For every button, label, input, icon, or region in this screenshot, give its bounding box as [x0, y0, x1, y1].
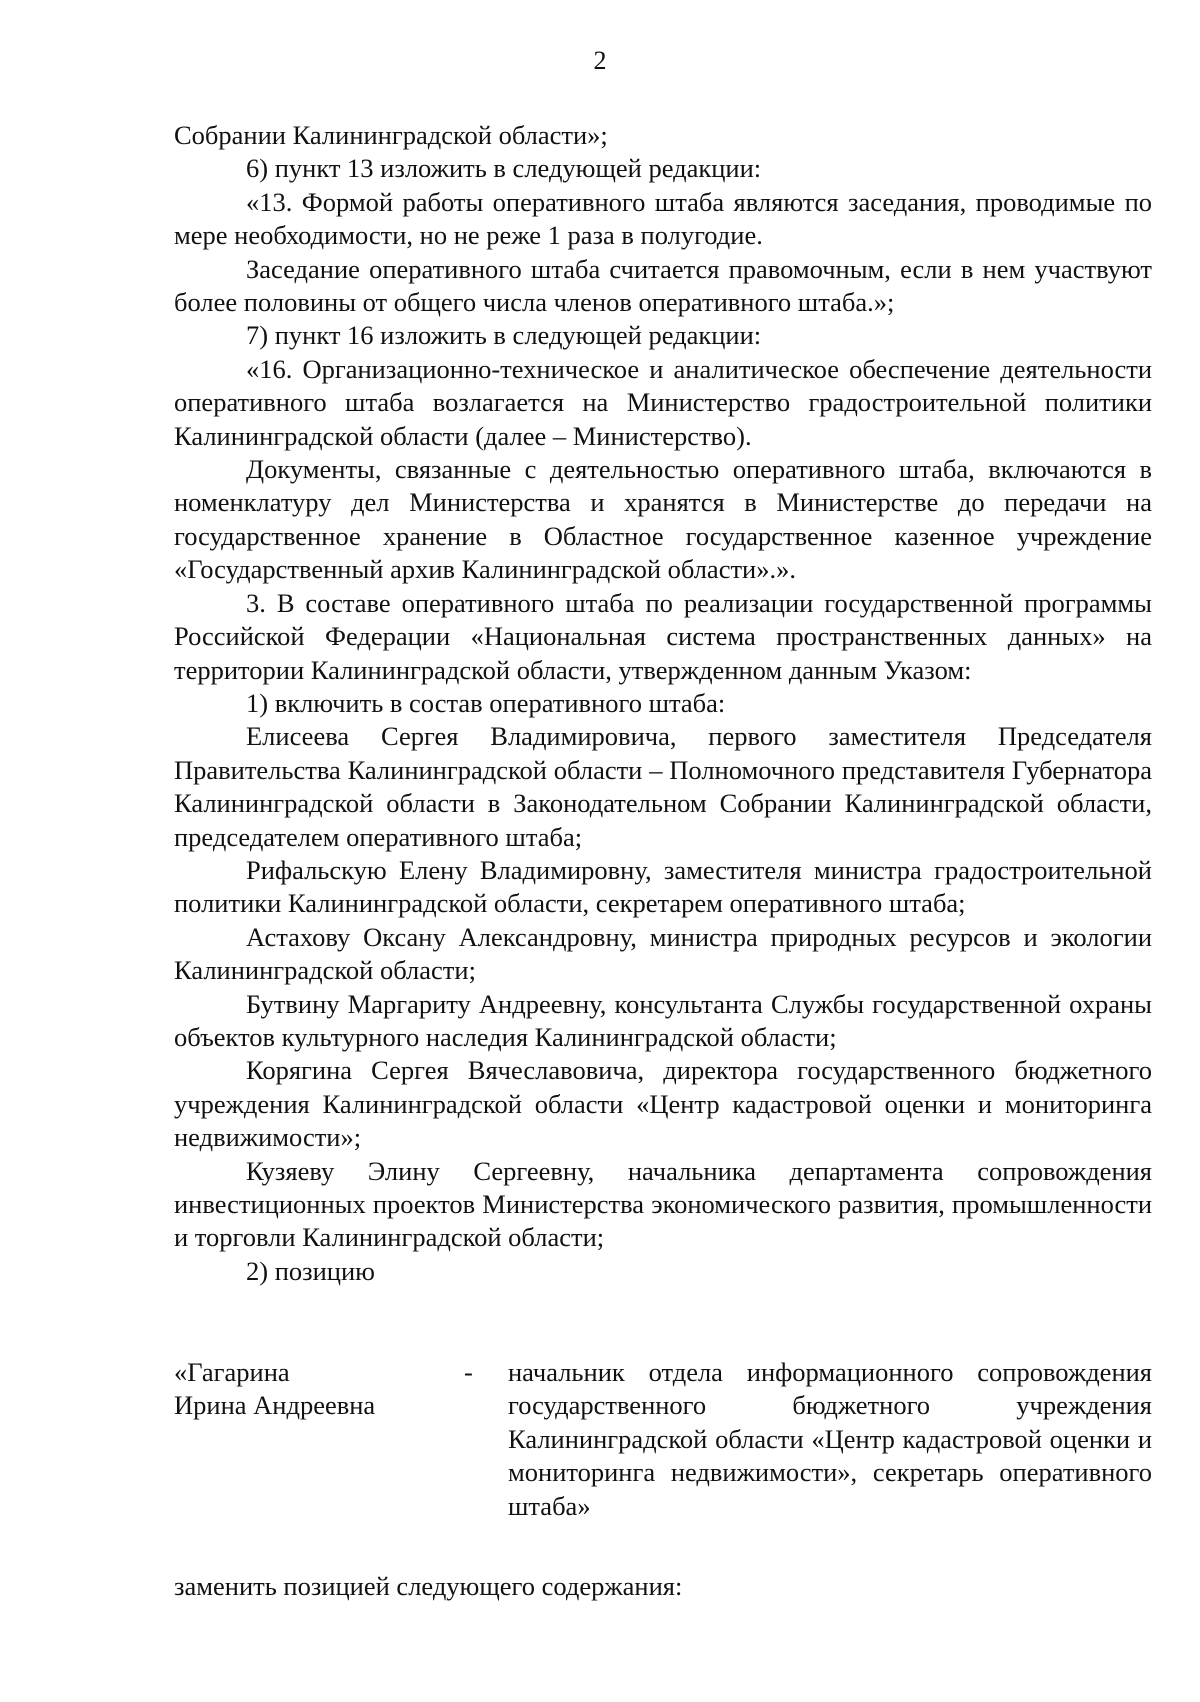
position-person-name	[174, 1356, 464, 1523]
document-body	[174, 119, 1152, 1288]
paragraph: 7) пункт 16 изложить в следующей редакции:	[246, 320, 762, 351]
paragraph: Рифальскую Елену Владимировну, заместителя министра градостроительной политики Калининградской области, секретарем оперативного штаба;	[174, 854, 1152, 919]
paragraph: «16. Организационно-техническое и аналитическое обеспечение деятельности оперативного штаба возлагается на Министерство градостроительной политики Калининградской области (далее – Министерство).	[174, 353, 1152, 451]
paragraph: 2) позицию	[246, 1255, 375, 1286]
paragraph: 1) включить в состав оперативного штаба:	[246, 687, 726, 718]
paragraph: Елисеева Сергея Владимировича, первого заместителя Председателя Правительства Калининградской области – Полномочного представителя Губернатора Калининградской области в Законодательном Собрании Калининградской области, председателем оперативного штаба;	[174, 721, 1152, 852]
position-dash: -	[464, 1357, 473, 1387]
paragraph: Заседание оперативного штаба считается правомочным, если в нем участвуют более половины от общего числа членов оперативного штаба.»;	[174, 253, 1152, 318]
position-description: начальник отдела информационного сопровождения государственного бюджетного учреждения Калининградской области «Центр кадастровой оценки и мониторинга недвижимости», секретарь оперативного штаба»	[508, 1357, 1152, 1521]
paragraph: 3. В составе оперативного штаба по реализации государственной программы Российской Федерации «Национальная система пространственных данных» на территории Калининградской области, утвержденном данным Указом:	[174, 587, 1152, 685]
closing-text: заменить позицией следующего содержания:	[174, 1571, 683, 1601]
paragraph: Кузяеву Элину Сергеевну, начальника департамента сопровождения инвестиционных проектов Министерства экономического развития, промышленности и торговли Калининградской области;	[174, 1155, 1152, 1253]
position-entry	[174, 1356, 1152, 1523]
paragraph: Астахову Оксану Александровну, министра природных ресурсов и экологии Калининградской области;	[174, 921, 1152, 986]
position-name-line: Ирина Андреевна	[174, 1390, 376, 1421]
paragraph: Собрании Калининградской области»;	[174, 120, 608, 150]
paragraph: 6) пункт 13 изложить в следующей редакции:	[246, 153, 762, 184]
position-name-line: «Гагарина	[174, 1357, 290, 1387]
paragraph: «13. Формой работы оперативного штаба являются заседания, проводимые по мере необходимости, но не реже 1 раза в полугодие.	[174, 186, 1152, 251]
paragraph: Документы, связанные с деятельностью оперативного штаба, включаются в номенклатуру дел Министерства и хранятся в Министерстве до передачи на государственное хранение в Областное государственное казенное учреждение «Государственный архив Калининградской области».».	[174, 454, 1152, 585]
page-number: 2	[593, 46, 607, 75]
paragraph: Бутвину Маргариту Андреевну, консультанта Службы государственной охраны объектов культурного наследия Калининградской области;	[174, 988, 1152, 1052]
paragraph: Корягина Сергея Вячеславовича, директора государственного бюджетного учреждения Калининградской области «Центр кадастровой оценки и мониторинга недвижимости»;	[174, 1055, 1152, 1153]
